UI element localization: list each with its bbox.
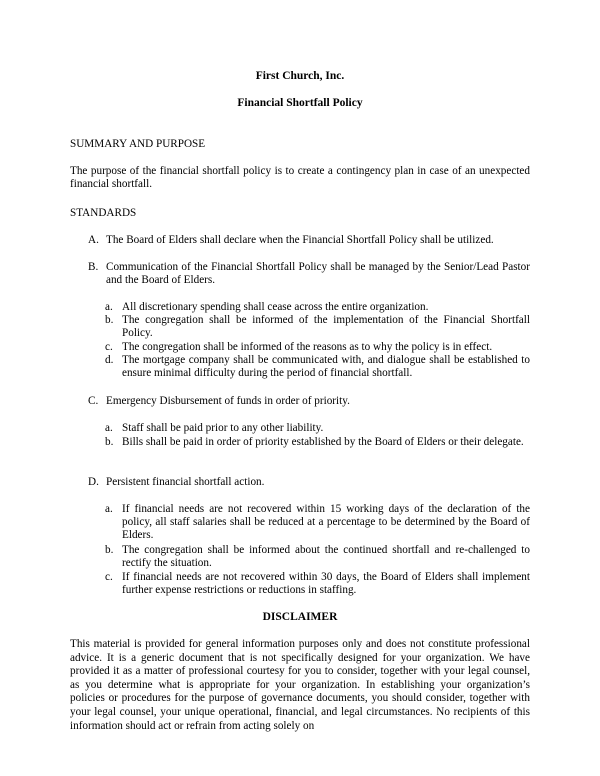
subitem-marker: b.: [105, 314, 114, 326]
item-marker: B.: [88, 261, 99, 273]
summary-paragraph: The purpose of the financial shortfall policy is to create a contingency plan in case of an unexpected financial shortfall.: [70, 165, 530, 190]
standard-item-c: [88, 395, 530, 408]
subitem-text: The mortgage company shall be communicated with, and dialogue shall be established to ensure minimal difficulty during the period of financial shortfall.: [122, 354, 530, 379]
subitem-marker: c.: [105, 341, 113, 353]
subitem-marker: d.: [105, 354, 114, 366]
subitem-text: The congregation shall be informed of the reasons as to why the policy is in effect.: [122, 341, 493, 353]
standards-heading: STANDARDS: [70, 207, 137, 219]
document-title: Financial Shortfall Policy: [237, 97, 363, 109]
subitem-marker: a.: [105, 301, 113, 313]
subitem-text: Staff shall be paid prior to any other liability.: [122, 422, 324, 434]
standard-c-subitem-b: [105, 436, 530, 449]
standard-d-subitem-a: [105, 503, 530, 542]
subitem-text: All discretionary spending shall cease across the entire organization.: [122, 301, 429, 313]
summary-heading: SUMMARY AND PURPOSE: [70, 138, 206, 150]
subitem-marker: b.: [105, 544, 114, 556]
item-text: Persistent financial shortfall action.: [106, 476, 265, 488]
standard-b-subitem-b: [105, 314, 530, 340]
standard-b-subitem-d: [105, 354, 530, 380]
standard-b-subitem-c: [105, 341, 530, 354]
subitem-marker: c.: [105, 571, 113, 583]
subitem-text: If financial needs are not recovered within 30 days, the Board of Elders shall implement further expense restrictions or reductions in staffing.: [122, 571, 530, 596]
standard-b-subitem-a: [105, 301, 530, 314]
subitem-text: The congregation shall be informed of the implementation of the Financial Shortfall Policy.: [122, 314, 530, 339]
item-text: Emergency Disbursement of funds in order of priority.: [106, 395, 350, 407]
subitem-text: If financial needs are not recovered within 15 working days of the declaration of the policy, all staff salaries shall be reduced at a percentage to be determined by the Board of Elders.: [122, 503, 530, 541]
subitem-text: Bills shall be paid in order of priority established by the Board of Elders or their delegate.: [122, 436, 524, 448]
standard-item-a: [88, 234, 530, 247]
standard-d-subitem-c: [105, 571, 530, 597]
standard-d-subitem-b: [105, 544, 530, 570]
standard-item-b: [88, 261, 530, 287]
subitem-text: The congregation shall be informed about the continued shortfall and re-challenged to rectify the situation.: [122, 544, 530, 569]
subitem-marker: b.: [105, 436, 114, 448]
standard-item-d: [88, 476, 530, 489]
item-text: The Board of Elders shall declare when the Financial Shortfall Policy shall be utilized.: [106, 234, 494, 246]
item-marker: A.: [88, 234, 99, 246]
standard-c-subitem-a: [105, 422, 530, 435]
organization-name: First Church, Inc.: [255, 70, 345, 82]
disclaimer-paragraph: This material is provided for general information purposes only and does not constitute professional advice. It is a generic document that is not specifically designed for your organization. We have provided it as a matter of professional courtesy for you to consider, together with your legal counsel, as you determine what is appropriate for your organization. In establishing your organization’s policies or procedures for the purpose of governance documents, you should consider, together with your legal counsel, your unique operational, financial, and legal circumstances. No recipients of this information should act or refrain from acting solely on: [70, 638, 530, 732]
subitem-marker: a.: [105, 422, 113, 434]
disclaimer-heading: DISCLAIMER: [262, 611, 338, 623]
item-marker: D.: [88, 476, 99, 488]
item-marker: C.: [88, 395, 99, 407]
item-text: Communication of the Financial Shortfall Policy shall be managed by the Senior/Lead Pastor and the Board of Elders.: [106, 261, 530, 286]
subitem-marker: a.: [105, 503, 113, 515]
